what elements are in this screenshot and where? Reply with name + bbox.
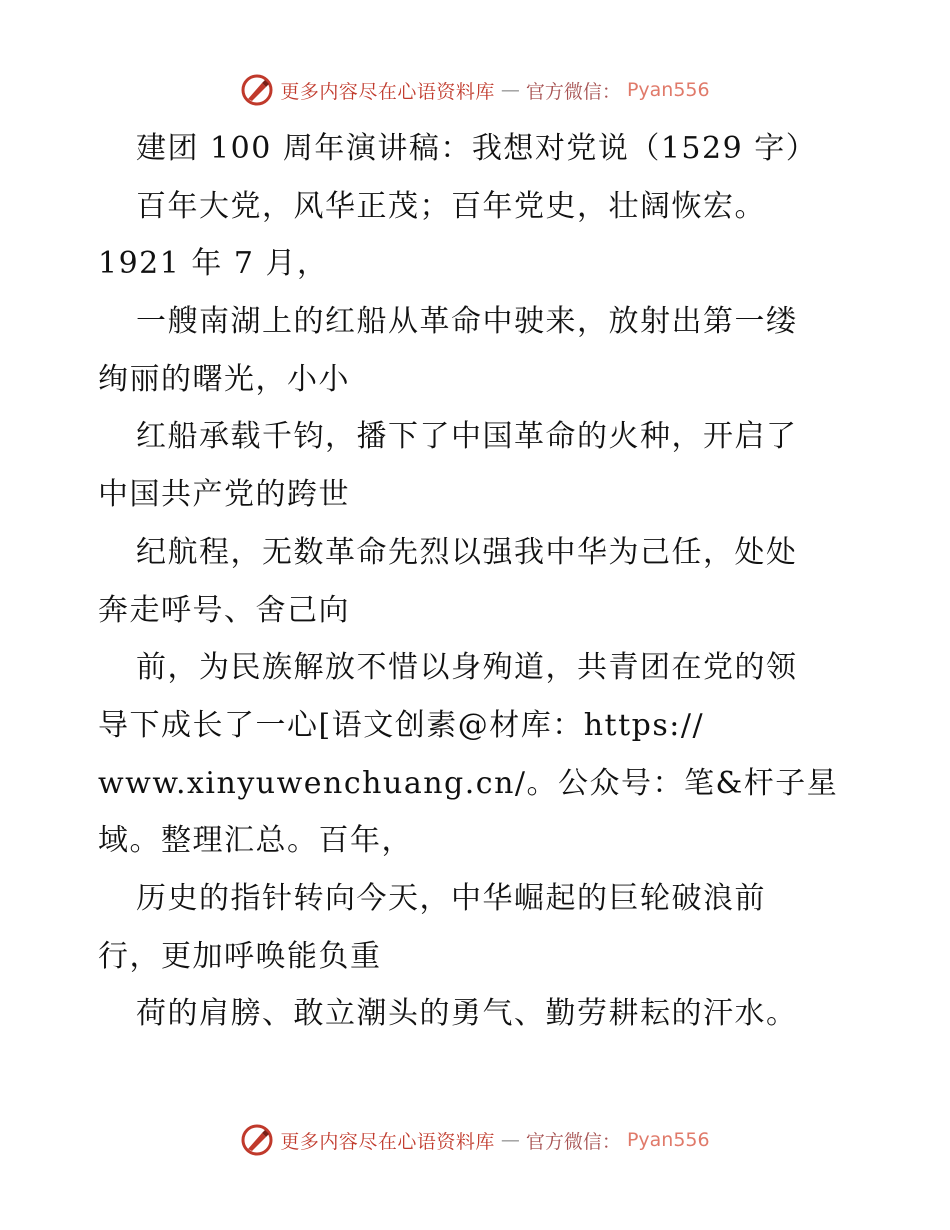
watermark-official: 官方微信： — [525, 1130, 621, 1153]
text-line: 荷的肩膀、敢立潮头的勇气、勤劳耕耘的汗水。 — [136, 996, 798, 1032]
text-line: 行，更加呼唤能负重 — [98, 938, 382, 974]
watermark-site: 更多内容尽在心语资料库 — [280, 1130, 495, 1153]
text-line: 纪航程，无数革命先烈以强我中华为己任，处处 — [136, 534, 798, 570]
watermark-dash: — — [500, 1129, 520, 1151]
text-line: 中国共产党的跨世 — [98, 477, 350, 513]
text-line: 前，为民族解放不惜以身殉道，共青团在党的领 — [136, 650, 798, 686]
watermark-handle: Pyan556 — [626, 1129, 710, 1151]
pen-logo-icon — [240, 1123, 274, 1157]
text-line: 建团 100 周年演讲稿：我想对党说（1529 字） — [136, 131, 818, 166]
text-line: 域。整理汇总。百年， — [98, 823, 413, 859]
text-line: www.xinyuwenchuang.cn/。公众号：笔&杆子星 — [98, 765, 839, 801]
watermark-dash: — — [500, 79, 520, 101]
watermark-handle: Pyan556 — [626, 79, 710, 101]
text-line: 历史的指针转向今天，中华崛起的巨轮破浪前 — [136, 880, 766, 916]
text-line: 百年大党，风华正茂；百年党史，壮阔恢宏。 — [136, 188, 766, 224]
document-body — [98, 120, 858, 1043]
text-line: 奔走呼号、舍己向 — [98, 592, 350, 628]
text-line: 红船承载千钧，播下了中国革命的火种，开启了 — [136, 419, 798, 455]
text-line: 一艘南湖上的红船从革命中驶来，放射出第一缕 — [136, 304, 798, 340]
pen-logo-icon — [240, 73, 274, 107]
footer-watermark — [0, 1120, 950, 1160]
text-line: 1921 年 7 月， — [98, 246, 329, 282]
text-line: 绚丽的曙光，小小 — [98, 361, 350, 397]
watermark-site: 更多内容尽在心语资料库 — [280, 80, 495, 103]
text-line: 导下成长了一心[语文创素@材库：https:// — [98, 707, 705, 743]
header-watermark — [0, 70, 950, 110]
watermark-official: 官方微信： — [525, 80, 621, 103]
